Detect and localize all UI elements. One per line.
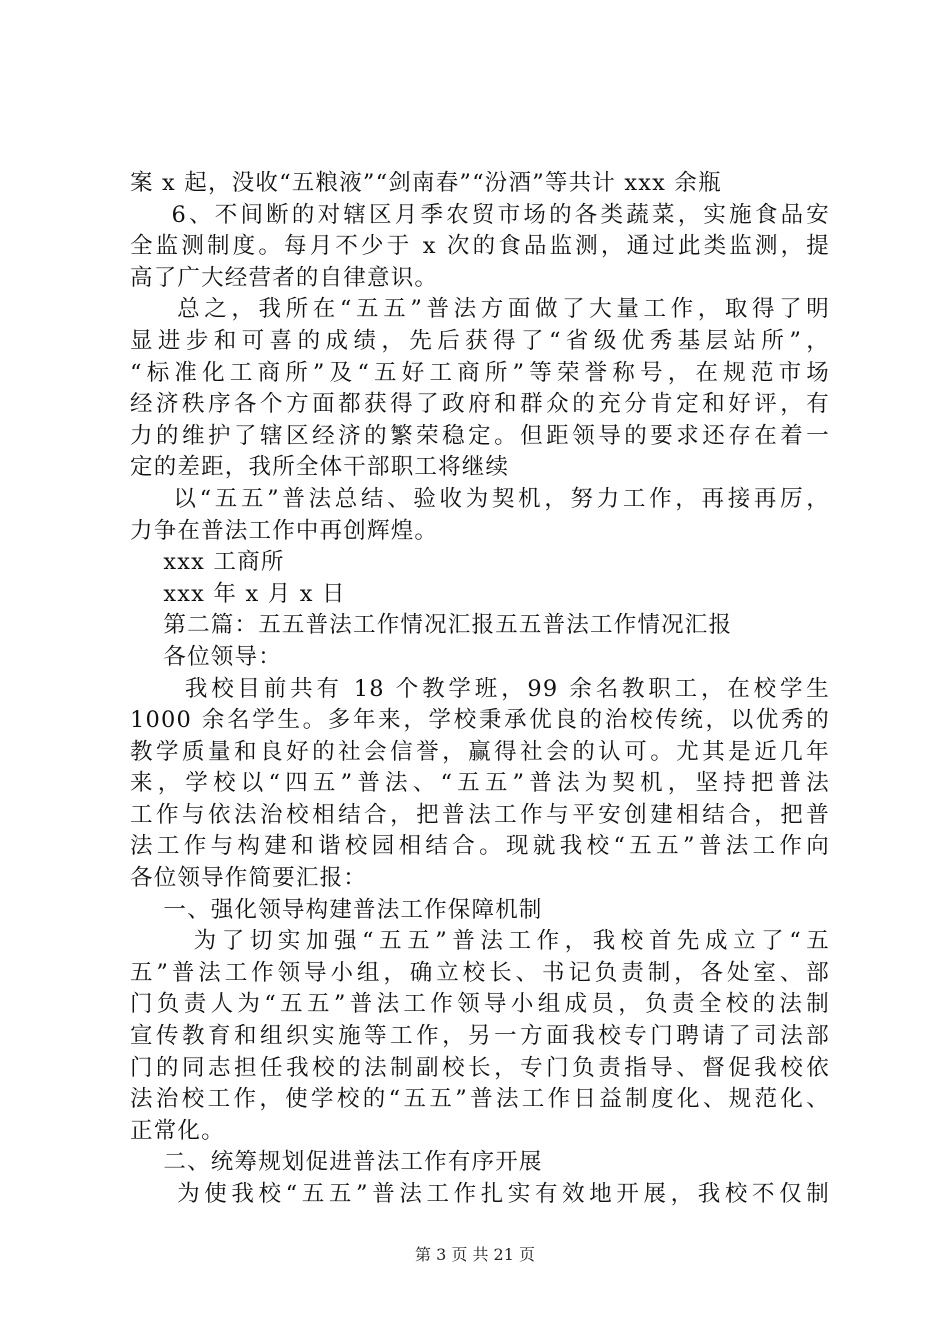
document-line: 经济秩序各个方面都获得了政府和群众的充分肯定和好评，有 xyxy=(130,391,830,418)
document-line: 二、统筹规划促进普法工作有序开展 xyxy=(130,1149,543,1176)
document-line: 各位领导作简要汇报： xyxy=(130,865,368,892)
document-line: 力的维护了辖区经济的繁荣稳定。但距领导的要求还存在着一 xyxy=(130,422,830,449)
document-body xyxy=(130,168,830,1211)
document-line: 以“五五”普法总结、验收为契机，努力工作，再接再厉， xyxy=(130,485,830,512)
document-line: “标准化工商所”及“五好工商所”等荣誉称号，在规范市场 xyxy=(130,359,830,386)
document-line: 门的同志担任我校的法制副校长，专门负责指导、督促我校依 xyxy=(130,1054,830,1081)
document-line: xxx 工商所 xyxy=(130,549,285,576)
document-line: 力争在普法工作中再创辉煌。 xyxy=(130,517,439,544)
page-number-footer: 第 3 页 共 21 页 xyxy=(415,1245,535,1264)
document-line: 为了切实加强“五五”普法工作，我校首先成立了“五 xyxy=(130,928,830,955)
document-line: 各位领导： xyxy=(130,643,282,670)
document-line: 门负责人为“五五”普法工作领导小组成员，负责全校的法制 xyxy=(130,991,830,1018)
document-line: 宣传教育和组织实施等工作，另一方面我校专门聘请了司法部 xyxy=(130,1023,830,1050)
document-line: 法工作与构建和谐校园相结合。现就我校“五五”普法工作向 xyxy=(130,833,830,860)
document-line: 案 x 起，没收“五粮液”“剑南春”“汾酒”等共计 xxx 余瓶 xyxy=(130,170,722,196)
document-line: 6、不间断的对辖区月季农贸市场的各类蔬菜，实施食品安 xyxy=(130,201,830,228)
document-line: xxx 年 x 月 x 日 xyxy=(130,580,346,607)
document-line: 我校目前共有 18 个教学班，99 余名教职工，在校学生 xyxy=(130,675,830,702)
document-line: 正常化。 xyxy=(130,1117,225,1144)
document-line: 显进步和可喜的成绩，先后获得了“省级优秀基层站所”， xyxy=(130,327,830,354)
document-line: 定的差距，我所全体干部职工将继续 xyxy=(130,454,510,481)
document-line: 总之，我所在“五五”普法方面做了大量工作，取得了明 xyxy=(130,296,830,323)
document-line: 1000 余名学生。多年来，学校秉承优良的治校传统，以优秀的 xyxy=(130,707,830,734)
document-line: 教学质量和良好的社会信誉，赢得社会的认可。尤其是近几年 xyxy=(130,738,830,765)
document-line: 全监测制度。每月不少于 x 次的食品监测，通过此类监测，提 xyxy=(130,233,830,260)
document-line: 为使我校“五五”普法工作扎实有效地开展，我校不仅制 xyxy=(130,1181,830,1207)
document-line: 第二篇：五五普法工作情况汇报五五普法工作情况汇报 xyxy=(130,612,733,639)
document-line: 来，学校以“四五”普法、“五五”普法为契机，坚持把普法 xyxy=(130,770,830,797)
document-line: 高了广大经营者的自律意识。 xyxy=(130,264,439,291)
document-line: 一、强化领导构建普法工作保障机制 xyxy=(130,896,543,923)
document-line: 工作与依法治校相结合，把普法工作与平安创建相结合，把普 xyxy=(130,801,830,828)
document-line: 法治校工作，使学校的“五五”普法工作日益制度化、规范化、 xyxy=(130,1086,830,1113)
document-line: 五”普法工作领导小组，确立校长、书记负责制，各处室、部 xyxy=(130,959,830,986)
